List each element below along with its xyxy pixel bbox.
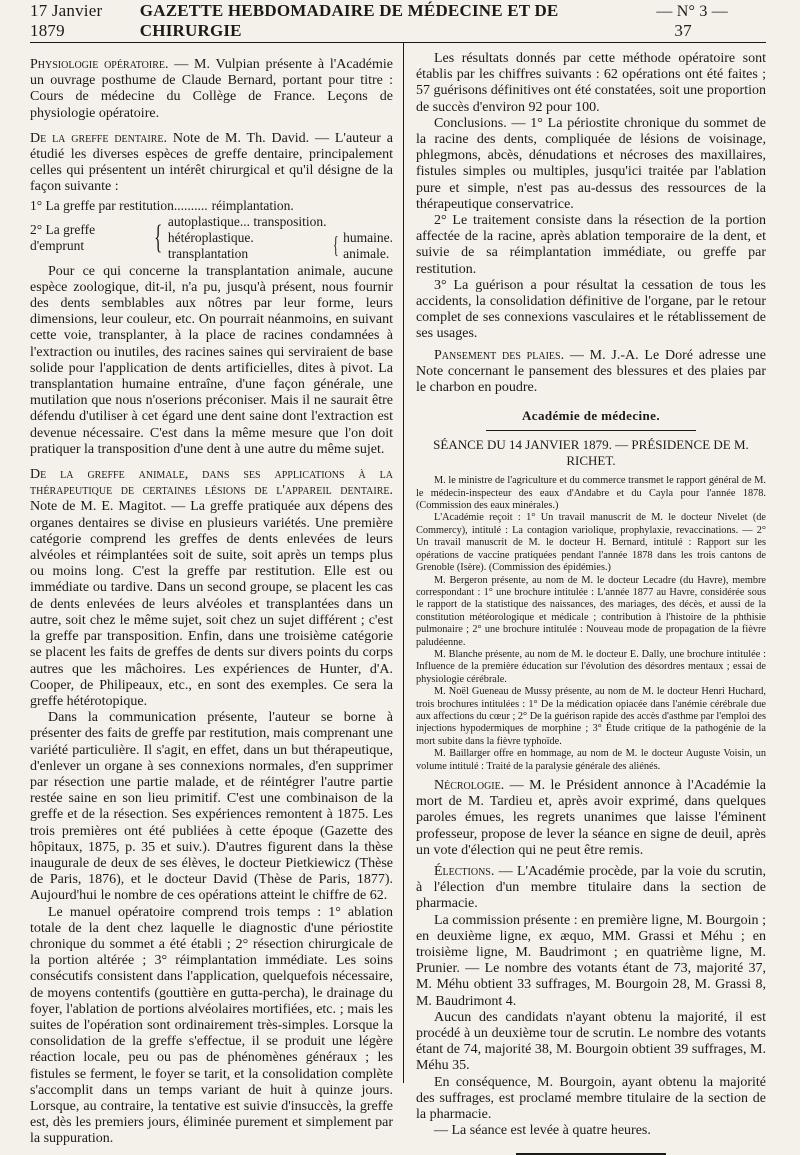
academie-heading: Académie de médecine. bbox=[521, 408, 660, 424]
graft-line-1 bbox=[30, 198, 393, 214]
conclusion-3-paragraph: 3° La guérison a pour résultat la cessation de tous les accidents, la consolidation définitive de l'organe, par le retour complet de ses connexions vasculaires et le rétablissement de ses usages. bbox=[415, 277, 766, 342]
graft-hetero-row bbox=[168, 230, 393, 262]
correspondence-item: M. Bergeron présente, au nom de M. le docteur Lecadre (du Havre), membre correspondant : 1° une brochure intitulée : L'année 1877 au Havre, considérée sous le rapport de la statistique des naissances, des mariages, des décès, et aussi de la constitution météorologique et médicale ; contribution à l'histoire de la phthisie pulmonaire ; 2° une brochure intitulée : Nouveau mode de propagation de la fièvre paludéenne. bbox=[415, 574, 766, 648]
consequence-paragraph: En conséquence, M. Bourgoin, ayant obtenu la majorité des suffrages, est proclamé membre titulaire de la section de la pharmacie. bbox=[415, 1074, 766, 1123]
section-rule bbox=[486, 430, 696, 431]
correspondence-item: M. Noël Gueneau de Mussy présente, au nom de M. le docteur Henri Huchard, trois brochures intitulées : 1° De la médication opiacée dans l'anémie cérébrale due aux affections du cœur ; 2° De la guérison rapide des accès d'asthme par l'emploi des injections hypodermiques de morphine ; 3° Étude critique de la pathogénie de la mort subite dans la fièvre typhoïde. bbox=[415, 686, 766, 747]
greffe-dentaire-text: Note de M. Th. David. — L'auteur a étudié les diverses espèces de greffe dentaire, principalement celles qui présentent un intérêt chirurgical et qu'il désigne de la façon suivante : bbox=[30, 130, 393, 195]
conclusion-2-paragraph: 2° Le traitement consiste dans la résection de la portion affectée de la racine, après ablation temporaire de la dent, et suivie de sa réimplantation immédiate, ou greffe par restitution. bbox=[415, 213, 766, 277]
greffe-animale-text: Note de M. E. Magitot. — La greffe pratiquée aux dépens des organes dentaires se divise en plusieurs variétés. Une première catégorie comprend les greffes de dents enlevées de leurs alvéoles et réimplantées soit de suite, soit après un temps plus ou moins long. C'est la greffe par restitution. Elle est ou immédiate ou tardive. Dans un second groupe, se placent les cas de dents enlevées de leurs alvéoles et transplantées dans un autre, soit chez le même sujet, soit chez un sujet différent ; c'est la greffe par transposition. Enfin, dans une troisième catégorie se placent les faits de greffes de dents sur divers points du corps autres que les mâchoires. Les expériences de Hunter, d'A. Cooper, de Philipeaux, etc., en sont des exemples. Ce sera la greffe hétérotopique. bbox=[30, 499, 393, 709]
graft-classification bbox=[30, 198, 393, 262]
aucun-paragraph: Aucun des candidats n'ayant obtenu la majorité, il est procédé à un deuxième tour de scrutin. Le nombre des votants étant de 74, majorité 38, M. Bourgoin obtient 39 suffrages, M. Méhu 35. bbox=[415, 1009, 766, 1074]
brace-glyph: { bbox=[153, 218, 162, 256]
graft-subtypes bbox=[168, 214, 393, 262]
resultats-paragraph: Les résultats donnés par cette méthode opératoire sont établis par les chiffres suivants : 62 opérations ont été faites ; 57 guérisons définitives ont été constatées, soit une proportion de succès d'environ 92 pour 100. bbox=[415, 51, 766, 115]
correspondence-item: M. Baillarger offre en hommage, au nom de M. le docteur Auguste Voisin, un volume intitulé : Traité de la paralysie générale des aliénés. bbox=[415, 748, 766, 772]
conclusions-paragraph: Conclusions. — 1° La périostite chronique du sommet de la racine des dents, compliquée de lésions de voisinage, phlegmons, abcès, dénudations et nécroses des maxillaires, fistules simples ou multiples, jusqu'ici traitée par l'ablation pure et simple, n'est pas au-dessus des ressources de la thérapeutique conservatrice. bbox=[415, 115, 766, 212]
manuel-paragraph: Le manuel opératoire comprend trois temps : 1° ablation totale de la dent chez laquelle le diagnostic d'une périostite chronique du sommet a été établi ; 2° résection chirurgicale de la portion altérée ; 3° réimplantation immédiate. Les soins consécutifs consistent dans l'application, quelquefois nécessaire, de moyens contentifs (gouttière en gutta-percha), le drainage du foyer, l'ablation de portions alvéolaires mortifiées, etc. ; mais les suites de l'opération sont ordinairement très-simples. Lorsque la consolidation de la greffe s'effectue, il se produit une légère réaction locale, peu ou pas de phénomènes généraux ; les fistules se ferment, le foyer se tarit, et la consolidation complète s'accomplit dans un temps variant de huit à quinze jours. Lorsque, au contraire, la tentative est suivie d'insuccès, la greffe est, dès les premiers jours, éliminée purement et simplement par la suppuration. bbox=[30, 904, 393, 1147]
correspondence-item: M. Blanche présente, au nom de M. le docteur E. Dally, une brochure intitulée : Influence de la première éducation sur l'évolution des désordres mentaux ; essai de physiologie cérébrale. bbox=[415, 648, 766, 685]
left-column bbox=[30, 43, 393, 1147]
brace-glyph-small: { bbox=[332, 232, 339, 259]
commission-paragraph: La commission présente : en première ligne, M. Bourgoin ; en deuxième ligne, ex æquo, MM. Grassi et Méhu ; en troisième ligne, M. Baudrimont ; en quatrième ligne, M. Prunier. — Le nombre des votants étant de 73, majorité 37, M. Méhu obtient 33 suffrages, M. Bourgoin 28, M. Grassi 8, M. Baudrimont 4. bbox=[415, 912, 766, 1009]
greffe-animale-heading: De la greffe animale, dans ses applications à la thérapeutique de certaines lésions de l'appareil dentaire. bbox=[30, 467, 393, 499]
correspondence-item: M. le ministre de l'agriculture et du commerce transmet le rapport général de M. le médecin-inspecteur des eaux d'Andabre et du Cayla pour l'année 1878. (Commission des eaux minérales.) bbox=[415, 475, 766, 512]
graft-line-2 bbox=[30, 214, 393, 262]
page-number: 37 bbox=[674, 21, 692, 40]
pansement-paragraph bbox=[416, 348, 766, 397]
pansement-text: — M. J.-A. Le Doré adresse une Note concernant le pansement des blessures et des plaies par le charbon en poudre. bbox=[415, 347, 766, 396]
journal-title: GAZETTE HEBDOMADAIRE DE MÉDECINE ET DE CHIRURGIE bbox=[139, 1, 559, 40]
transplantation-paragraph: Pour ce qui concerne la transplantation animale, aucune espèce zoologique, dit-il, n'a pu, jusqu'à présent, nous fournir des dents semblables aux nôtres par leur forme, leurs dimensions, leur couleur, etc. On pourrait néanmoins, en suivant cette voie, transplanter, à la place de racines condamnées à l'extraction ou inutiles, des racines saines qui serviraient de base solide pour l'application de dents artificielles, dites à pivot. La transplantation humaine entraîne, d'une façon générale, une mutilation que nous n'oserions préconiser. Mais il ne saurait être défendu d'utiliser à cet égard une dent saine dont l'extraction est devenue nécessaire. C'est dans la même mesure que l'on doit pratiquer la transposition d'une dent à une autre du même sujet. bbox=[30, 263, 393, 457]
issue-number-group bbox=[656, 1, 766, 41]
levee-paragraph: — La séance est levée à quatre heures. bbox=[433, 1123, 651, 1139]
issue-number: — N° 3 — bbox=[656, 3, 728, 20]
greffe-animale-paragraph bbox=[30, 467, 393, 710]
greffe-dentaire-paragraph bbox=[30, 131, 393, 196]
pansement-heading: Pansement des plaies. bbox=[433, 347, 565, 363]
communication-paragraph: Dans la communication présente, l'auteur se borne à présenter des faits de greffe par restitution, mais comprenant une variété particulière. Il s'agit, en effet, dans un but thérapeutique, d'enlever un organe à ses connexions normales, d'en supprimer par résection une partie malade, et de réintégrer l'autre partie restée saine en son lieu primitif. C'est une combinaison de la greffe et de la résection. Ses expériences remontent à 1875. Les trois premières ont été publiées à cette époque (Gazette des hôpitaux, 1875, p. 35 et suiv.). D'autres figurent dans la thèse inaugurale de deux de ses élèves, le docteur Pietkiewicz (Thèse de Paris, 1876), et le docteur David (Thèse de Paris, 1877). Aujourd'hui le nombre de ces opérations atteint le chiffre de 62. bbox=[30, 710, 393, 904]
graft-humaine: humaine. bbox=[343, 229, 393, 245]
elections-heading: Élections. bbox=[433, 864, 495, 880]
necrologie-heading: Nécrologie. bbox=[433, 778, 505, 794]
graft-heteroplastique: hétéroplastique. transplantation bbox=[167, 229, 254, 261]
elections-paragraph bbox=[416, 864, 766, 913]
physio-paragraph bbox=[30, 57, 393, 122]
physio-text: M. Vulpian présente à l'Académie un ouvrage posthume de Claude Bernard, portant pour titre : Cours de médecine du Collège de France. Leçons de physiologie opératoire. bbox=[30, 57, 393, 121]
correspondence-list bbox=[416, 475, 766, 773]
physio-heading: Physiologie opératoire. — bbox=[30, 57, 195, 72]
issue-date: 17 Janvier 1879 bbox=[30, 1, 103, 40]
graft-dots: .......... bbox=[173, 197, 208, 213]
graft-autoplastique: autoplastique... transposition. bbox=[167, 213, 327, 229]
greffe-dentaire-heading: De la greffe dentaire. bbox=[30, 130, 168, 146]
graft-label-restitution: 1° La greffe par restitution bbox=[30, 197, 174, 213]
elections-text: — L'Académie procède, par la voie du scrutin, à l'élection d'un membre titulaire dans la section de pharmacie. bbox=[415, 864, 766, 912]
seance-line: SÉANCE DU 14 JANVIER 1879. — PRÉSIDENCE DE M. RICHET. bbox=[433, 437, 749, 469]
page-header bbox=[30, 0, 766, 43]
necrologie-paragraph bbox=[416, 778, 766, 859]
right-column bbox=[403, 43, 766, 1139]
necrologie-text: — M. le Président annonce à l'Académie la mort de M. Tardieu et, après avoir exprimé, dans quelques paroles émues, les regrets unanimes que laisse l'éminent professeur, propose de lever la séance en signe de deuil, après un vote d'élection qui ne peut être remis. bbox=[415, 778, 766, 858]
graft-value-reimplantation: réimplantation. bbox=[211, 197, 294, 213]
graft-label-emprunt: 2° La greffe d'emprunt bbox=[30, 221, 96, 253]
correspondence-item: L'Académie reçoit : 1° Un travail manuscrit de M. le docteur Nivelet (de Commercy), intitulé : La contagion variolique, prophylaxie, revaccinations. — 2° Un travail manuscrit de M. le docteur H. Bernard, intitulé : Rapport sur les opérations de vaccine pratiquées pendant l'année 1878 dans les trois cantons de Grenoble (Isère). (Commission des épidémies.) bbox=[415, 512, 766, 574]
article-columns bbox=[30, 43, 766, 1147]
graft-hetero-types bbox=[343, 230, 393, 262]
graft-animale: animale. bbox=[343, 245, 390, 261]
